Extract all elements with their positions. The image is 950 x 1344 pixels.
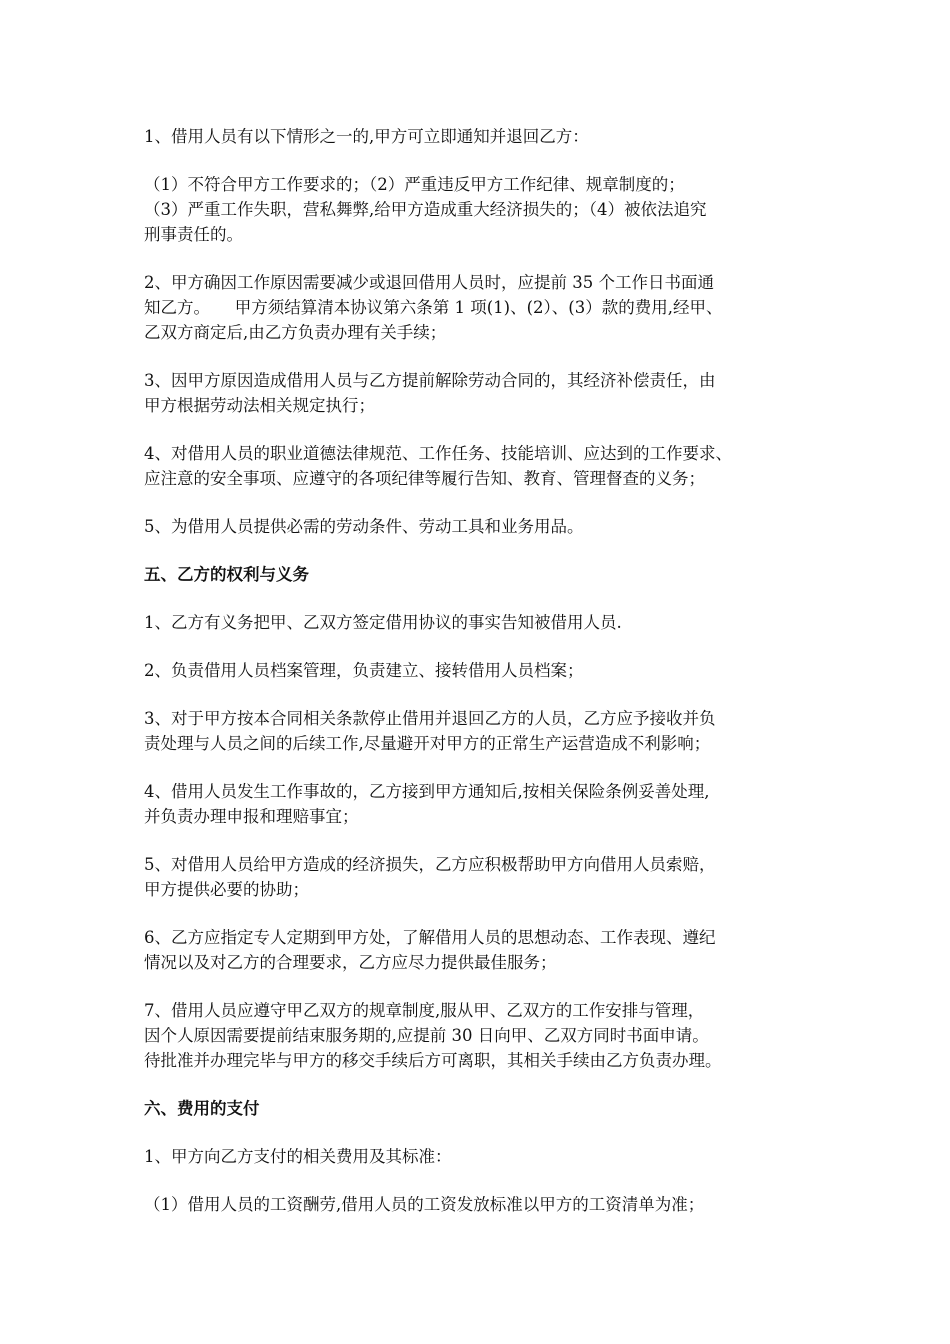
heading-text: 六、费用的支付 [144,1099,260,1118]
text-line: 因个人原因需要提前结束服务期的,应提前 30 日向甲、乙双方同时书面申请。 [144,1026,709,1045]
text-line: 4、对借用人员的职业道德法律规范、工作任务、技能培训、应达到的工作要求、 [144,444,732,463]
text-line: 刑事责任的。 [144,225,243,244]
paragraph-6 [144,514,834,539]
text-line: 4、借用人员发生工作事故的，乙方接到甲方通知后,按相关保险条例妥善处理, [144,782,710,801]
text-line: （1）不符合甲方工作要求的；（2）严重违反甲方工作纪律、规章制度的； [144,175,685,194]
paragraph-2 [144,172,834,247]
text-line: 3、对于甲方按本合同相关条款停止借用并退回乙方的人员，乙方应予接收并负 [144,709,716,728]
text-line: 情况以及对乙方的合理要求，乙方应尽力提供最佳服务； [144,953,557,972]
text-line: （3）严重工作失职，营私舞弊,给甲方造成重大经济损失的；（4）被依法追究 [144,200,707,219]
text-line: 5、为借用人员提供必需的劳动条件、劳动工具和业务用品。 [144,517,584,536]
text-line: 1、甲方向乙方支付的相关费用及其标准： [144,1147,452,1166]
text-line: 责处理与人员之间的后续工作,尽量避开对甲方的正常生产运营造成不利影响； [144,734,711,753]
section-heading-5 [144,562,834,587]
text-line: 知乙方。 甲方须结算清本协议第六条第 1 项(1)、(2）、(3）款的费用,经甲、 [144,298,723,317]
text-line: 2、负责借用人员档案管理，负责建立、接转借用人员档案； [144,661,584,680]
text-line: 甲方提供必要的协助； [144,880,309,899]
text-line: 2、甲方确因工作原因需要减少或退回借用人员时，应提前 35 个工作日书面通 [144,273,714,292]
paragraph-5 [144,441,834,491]
text-line: 1、借用人员有以下情形之一的,甲方可立即通知并退回乙方： [144,127,589,146]
document-page [144,124,834,1240]
text-line: 甲方根据劳动法相关规定执行； [144,396,375,415]
text-line: 乙双方商定后,由乙方负责办理有关手续； [144,323,447,342]
paragraph-15 [144,1192,834,1217]
text-line: 7、借用人员应遵守甲乙双方的规章制度,服从甲、乙双方的工作安排与管理， [144,1001,705,1020]
text-line: 6、乙方应指定专人定期到甲方处，了解借用人员的思想动态、工作表现、遵纪 [144,928,716,947]
paragraph-4 [144,368,834,418]
text-line: 5、对借用人员给甲方造成的经济损失，乙方应积极帮助甲方向借用人员索赔， [144,855,716,874]
paragraph-13 [144,998,834,1073]
paragraph-14 [144,1144,834,1169]
text-line: 待批准并办理完毕与甲方的移交手续后方可离职，其相关手续由乙方负责办理。 [144,1051,722,1070]
heading-text: 五、乙方的权利与义务 [144,565,309,584]
paragraph-7 [144,610,834,635]
text-line: 3、因甲方原因造成借用人员与乙方提前解除劳动合同的，其经济补偿责任，由 [144,371,716,390]
paragraph-9 [144,706,834,756]
paragraph-11 [144,852,834,902]
text-line: 并负责办理申报和理赔事宜； [144,807,359,826]
paragraph-8 [144,658,834,683]
paragraph-3 [144,270,834,345]
paragraph-10 [144,779,834,829]
text-line: 应注意的安全事项、应遵守的各项纪律等履行告知、教育、管理督查的义务； [144,469,705,488]
text-line: （1）借用人员的工资酬劳,借用人员的工资发放标准以甲方的工资清单为准； [144,1195,705,1214]
text-line: 1、乙方有义务把甲、乙双方签定借用协议的事实告知被借用人员. [144,613,622,632]
paragraph-12 [144,925,834,975]
section-heading-6 [144,1096,834,1121]
paragraph-1 [144,124,834,149]
